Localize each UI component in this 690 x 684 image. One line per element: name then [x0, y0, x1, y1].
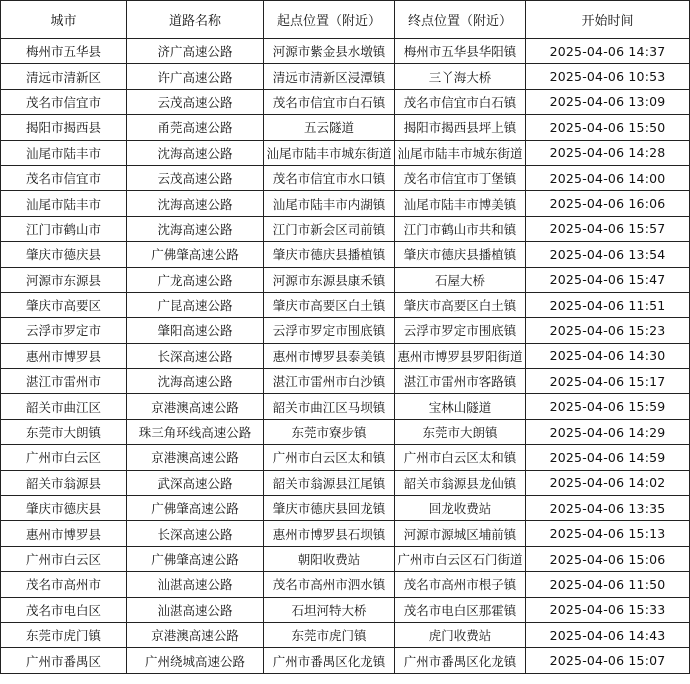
cell-city: 广州市番禺区	[1, 648, 127, 673]
cell-city: 广州市白云区	[1, 445, 127, 470]
cell-start-location: 石坦河特大桥	[264, 597, 395, 622]
cell-end-location: 广州市白云区石门街道	[395, 546, 526, 571]
cell-end-location: 梅州市五华县华阳镇	[395, 39, 526, 64]
cell-start-location: 云浮市罗定市围底镇	[264, 318, 395, 343]
cell-end-location: 虎门收费站	[395, 622, 526, 647]
cell-city: 湛江市雷州市	[1, 369, 127, 394]
cell-city: 肇庆市德庆县	[1, 242, 127, 267]
cell-end-location: 汕尾市陆丰市博美镇	[395, 191, 526, 216]
header-city: 城市	[1, 1, 127, 39]
cell-road-name: 汕湛高速公路	[127, 597, 264, 622]
cell-road-name: 肇阳高速公路	[127, 318, 264, 343]
cell-start-time: 2025-04-06 15:33	[526, 597, 690, 622]
cell-road-name: 广昆高速公路	[127, 292, 264, 317]
header-start-location: 起点位置（附近）	[264, 1, 395, 39]
cell-end-location: 江门市鹤山市共和镇	[395, 216, 526, 241]
table-row	[1, 292, 690, 317]
cell-start-time: 2025-04-06 14:59	[526, 445, 690, 470]
cell-end-location: 云浮市罗定市围底镇	[395, 318, 526, 343]
cell-city: 梅州市五华县	[1, 39, 127, 64]
header-road-name: 道路名称	[127, 1, 264, 39]
cell-start-location: 汕尾市陆丰市内湖镇	[264, 191, 395, 216]
cell-road-name: 沈海高速公路	[127, 369, 264, 394]
cell-start-location: 广州市番禺区化龙镇	[264, 648, 395, 673]
cell-start-time: 2025-04-06 13:35	[526, 496, 690, 521]
cell-end-location: 湛江市雷州市客路镇	[395, 369, 526, 394]
table-row	[1, 242, 690, 267]
cell-road-name: 济广高速公路	[127, 39, 264, 64]
cell-start-location: 肇庆市高要区白土镇	[264, 292, 395, 317]
cell-start-location: 河源市紫金县水墩镇	[264, 39, 395, 64]
cell-start-location: 湛江市雷州市白沙镇	[264, 369, 395, 394]
table-row	[1, 445, 690, 470]
cell-end-location: 揭阳市揭西县坪上镇	[395, 115, 526, 140]
cell-city: 肇庆市德庆县	[1, 496, 127, 521]
cell-end-location: 惠州市博罗县罗阳街道	[395, 343, 526, 368]
cell-start-location: 朝阳收费站	[264, 546, 395, 571]
cell-start-location: 东莞市寮步镇	[264, 419, 395, 444]
cell-start-location: 江门市新会区司前镇	[264, 216, 395, 241]
cell-end-location: 东莞市大朗镇	[395, 419, 526, 444]
cell-city: 揭阳市揭西县	[1, 115, 127, 140]
cell-city: 清远市清新区	[1, 64, 127, 89]
cell-road-name: 广龙高速公路	[127, 267, 264, 292]
cell-start-location: 惠州市博罗县石坝镇	[264, 521, 395, 546]
cell-start-location: 茂名市信宜市水口镇	[264, 165, 395, 190]
cell-road-name: 京港澳高速公路	[127, 394, 264, 419]
cell-start-time: 2025-04-06 15:06	[526, 546, 690, 571]
cell-start-location: 韶关市翁源县江尾镇	[264, 470, 395, 495]
table-row	[1, 39, 690, 64]
cell-end-location: 河源市源城区埔前镇	[395, 521, 526, 546]
cell-start-location: 清远市清新区浸潭镇	[264, 64, 395, 89]
cell-road-name: 广佛肇高速公路	[127, 496, 264, 521]
cell-start-time: 2025-04-06 15:57	[526, 216, 690, 241]
cell-start-time: 2025-04-06 15:23	[526, 318, 690, 343]
cell-road-name: 沈海高速公路	[127, 216, 264, 241]
cell-start-location: 肇庆市德庆县播植镇	[264, 242, 395, 267]
table-row	[1, 165, 690, 190]
cell-start-time: 2025-04-06 13:09	[526, 89, 690, 114]
table-row	[1, 216, 690, 241]
cell-end-location: 茂名市电白区那霍镇	[395, 597, 526, 622]
table-row	[1, 622, 690, 647]
table-row	[1, 572, 690, 597]
table-row	[1, 343, 690, 368]
cell-city: 惠州市博罗县	[1, 343, 127, 368]
cell-start-time: 2025-04-06 14:43	[526, 622, 690, 647]
cell-city: 肇庆市高要区	[1, 292, 127, 317]
cell-road-name: 广州绕城高速公路	[127, 648, 264, 673]
table-row	[1, 89, 690, 114]
header-end-location: 终点位置（附近）	[395, 1, 526, 39]
cell-start-time: 2025-04-06 15:47	[526, 267, 690, 292]
cell-road-name: 许广高速公路	[127, 64, 264, 89]
cell-city: 东莞市虎门镇	[1, 622, 127, 647]
cell-start-time: 2025-04-06 14:00	[526, 165, 690, 190]
cell-end-location: 三丫海大桥	[395, 64, 526, 89]
cell-city: 东莞市大朗镇	[1, 419, 127, 444]
cell-end-location: 广州市白云区太和镇	[395, 445, 526, 470]
table-row	[1, 521, 690, 546]
cell-start-location: 广州市白云区太和镇	[264, 445, 395, 470]
table-row	[1, 470, 690, 495]
cell-start-time: 2025-04-06 14:37	[526, 39, 690, 64]
table-row	[1, 64, 690, 89]
cell-start-time: 2025-04-06 15:50	[526, 115, 690, 140]
cell-start-time: 2025-04-06 15:07	[526, 648, 690, 673]
cell-start-time: 2025-04-06 14:29	[526, 419, 690, 444]
cell-end-location: 茂名市信宜市白石镇	[395, 89, 526, 114]
table-row	[1, 419, 690, 444]
cell-start-location: 河源市东源县康禾镇	[264, 267, 395, 292]
cell-end-location: 茂名市信宜市丁堡镇	[395, 165, 526, 190]
cell-road-name: 沈海高速公路	[127, 191, 264, 216]
cell-start-time: 2025-04-06 13:54	[526, 242, 690, 267]
cell-city: 汕尾市陆丰市	[1, 140, 127, 165]
cell-city: 茂名市高州市	[1, 572, 127, 597]
table-row	[1, 191, 690, 216]
cell-city: 韶关市曲江区	[1, 394, 127, 419]
cell-start-location: 茂名市高州市泗水镇	[264, 572, 395, 597]
cell-start-time: 2025-04-06 15:17	[526, 369, 690, 394]
cell-start-location: 汕尾市陆丰市城东街道	[264, 140, 395, 165]
cell-start-time: 2025-04-06 11:50	[526, 572, 690, 597]
table-row	[1, 115, 690, 140]
table-row	[1, 546, 690, 571]
table-row	[1, 369, 690, 394]
table-row	[1, 648, 690, 673]
cell-start-location: 惠州市博罗县泰美镇	[264, 343, 395, 368]
cell-road-name: 汕湛高速公路	[127, 572, 264, 597]
cell-end-location: 回龙收费站	[395, 496, 526, 521]
cell-city: 茂名市电白区	[1, 597, 127, 622]
cell-city: 茂名市信宜市	[1, 165, 127, 190]
cell-start-time: 2025-04-06 15:13	[526, 521, 690, 546]
cell-city: 汕尾市陆丰市	[1, 191, 127, 216]
cell-end-location: 石屋大桥	[395, 267, 526, 292]
cell-start-time: 2025-04-06 15:59	[526, 394, 690, 419]
cell-start-time: 2025-04-06 14:28	[526, 140, 690, 165]
header-row	[1, 1, 690, 39]
cell-road-name: 长深高速公路	[127, 521, 264, 546]
table-row	[1, 394, 690, 419]
cell-road-name: 珠三角环线高速公路	[127, 419, 264, 444]
cell-city: 广州市白云区	[1, 546, 127, 571]
cell-start-time: 2025-04-06 11:51	[526, 292, 690, 317]
cell-road-name: 长深高速公路	[127, 343, 264, 368]
table-row	[1, 597, 690, 622]
table-row	[1, 267, 690, 292]
table-row	[1, 318, 690, 343]
cell-start-time: 2025-04-06 14:30	[526, 343, 690, 368]
cell-road-name: 广佛肇高速公路	[127, 242, 264, 267]
cell-road-name: 云茂高速公路	[127, 89, 264, 114]
cell-end-location: 韶关市翁源县龙仙镇	[395, 470, 526, 495]
cell-end-location: 广州市番禺区化龙镇	[395, 648, 526, 673]
table-body	[1, 39, 690, 674]
cell-road-name: 沈海高速公路	[127, 140, 264, 165]
cell-city: 河源市东源县	[1, 267, 127, 292]
cell-end-location: 宝林山隧道	[395, 394, 526, 419]
cell-road-name: 云茂高速公路	[127, 165, 264, 190]
cell-end-location: 肇庆市高要区白土镇	[395, 292, 526, 317]
cell-start-location: 五云隧道	[264, 115, 395, 140]
cell-city: 茂名市信宜市	[1, 89, 127, 114]
cell-road-name: 京港澳高速公路	[127, 622, 264, 647]
cell-start-time: 2025-04-06 10:53	[526, 64, 690, 89]
cell-city: 云浮市罗定市	[1, 318, 127, 343]
cell-start-location: 韶关市曲江区马坝镇	[264, 394, 395, 419]
cell-end-location: 茂名市高州市根子镇	[395, 572, 526, 597]
cell-start-location: 肇庆市德庆县回龙镇	[264, 496, 395, 521]
cell-city: 惠州市博罗县	[1, 521, 127, 546]
cell-city: 江门市鹤山市	[1, 216, 127, 241]
cell-end-location: 汕尾市陆丰市城东街道	[395, 140, 526, 165]
cell-road-name: 京港澳高速公路	[127, 445, 264, 470]
table-row	[1, 140, 690, 165]
cell-road-name: 甬莞高速公路	[127, 115, 264, 140]
header-start-time: 开始时间	[526, 1, 690, 39]
cell-end-location: 肇庆市德庆县播植镇	[395, 242, 526, 267]
cell-start-location: 东莞市虎门镇	[264, 622, 395, 647]
cell-road-name: 武深高速公路	[127, 470, 264, 495]
cell-start-time: 2025-04-06 16:06	[526, 191, 690, 216]
cell-start-location: 茂名市信宜市白石镇	[264, 89, 395, 114]
cell-start-time: 2025-04-06 14:02	[526, 470, 690, 495]
cell-city: 韶关市翁源县	[1, 470, 127, 495]
cell-road-name: 广佛肇高速公路	[127, 546, 264, 571]
table-row	[1, 496, 690, 521]
